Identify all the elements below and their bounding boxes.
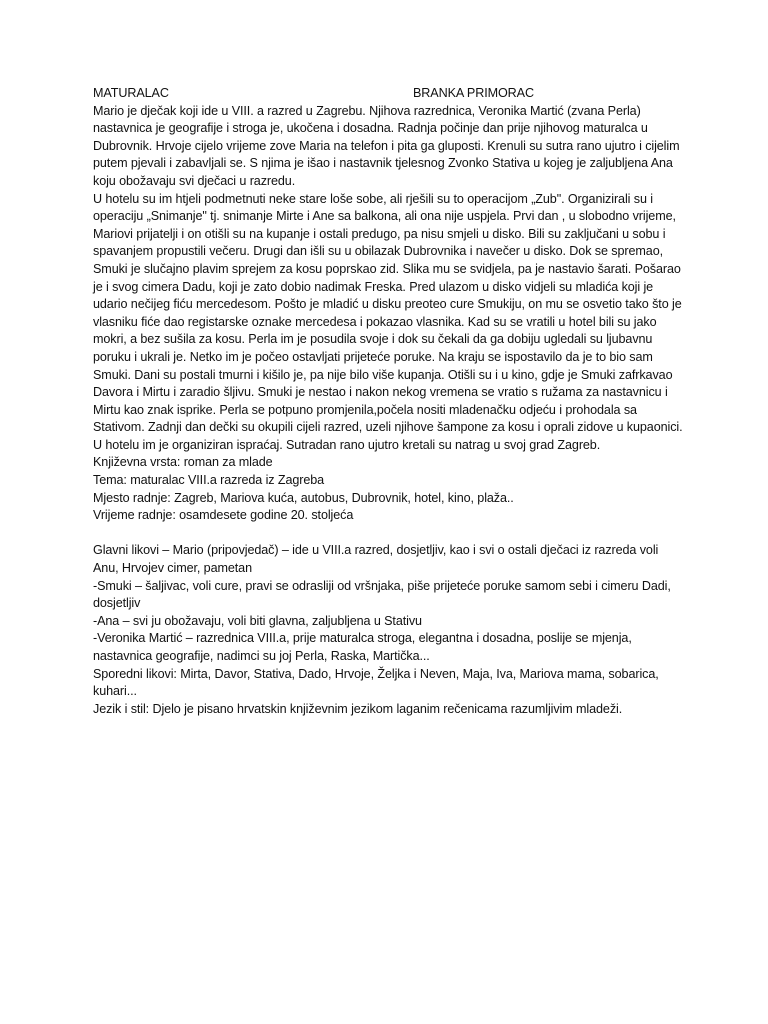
main-character-mario: Glavni likovi – Mario (pripovjedač) – ide u VIII.a razred, dosjetljiv, kao i svi o ostali dječaci iz razreda voli Anu, Hrvojev cimer, pametan (93, 543, 659, 576)
setting-place: Mjesto radnje: Zagreb, Mariova kuća, autobus, Dubrovnik, hotel, kino, plaža.. (93, 490, 514, 505)
book-author: BRANKA PRIMORAC (413, 86, 534, 100)
document-body (93, 85, 683, 718)
main-character-smuki: -Smuki – šaljivac, voli cure, pravi se odrasliji od vršnjaka, piše prijeteće poruke samom sebi i cimeru Dadi, dosjetljiv (93, 578, 671, 611)
book-title: MATURALAC (93, 86, 169, 100)
document-header (93, 85, 683, 103)
literary-genre: Književna vrsta: roman za mlade (93, 455, 273, 470)
setting-time: Vrijeme radnje: osamdesete godine 20. stoljeća (93, 508, 354, 523)
secondary-characters: Sporedni likovi: Mirta, Davor, Stativa, Dado, Hrvoje, Željka i Neven, Maja, Iva, Mariova mama, sobarica, kuhari... (93, 666, 659, 699)
language-and-style: Jezik i stil: Djelo je pisano hrvatskin književnim jezikom laganim rečenicama razumljivim mladeži. (93, 701, 623, 716)
plot-paragraph-2: U hotelu su im htjeli podmetnuti neke stare loše sobe, ali rješili su to operacijom „Zub". Organizirali su i operaciju „Snimanje" tj. snimanje Mirte i Ane sa balkona, ali ona nije uspjela. Prvi dan , u slobodno vrijeme, Mariovi prijatelji i on otišli su na kupanje i ostali predugo, pa nisu smjeli u disko. Bili su zaključani u sobu i spavanjem propustili večeru. Drugi dan išli su u obilazak Dubrovnika i navečer u disko. Dok se spremao, Smuki je slučajno plavim sprejem za kosu poprskao zid. Slika mu se svidjela, pa je nastavio šarati. Pošarao je i svog cimera Dadu, koji je zato dobio nadimak Freska. Pred ulazom u disko vidjeli su mladića koji je udario nečijeg fiću mercedesom. Pošto je mladić u disku preoteo cure Smukiju, on mu se osvetio tako što je vlasniku fiće dao registarske oznake mercedesa i pokazao vlasnika. Kad su se vratili u hotel bili su jako mokri, a bez sušila za kosu. Perla im je posudila svoje i dok su čekali da ga dobiju ugledali su ljubavnu poruku i ukrali je. Netko im je počeo ostavljati prijeteće poruke. Na kraju se ispostavilo da je to bio sam Smuki. Dani su postali tmurni i kišilo je, pa nije bilo više kupanja. Otišli su i u kino, gdje je Smuki zafrkavao Davora i Mirtu i zaradio šljivu. Smuki je nestao i nakon nekog vremena se vratio s ružama za nastavnicu i Mirtu kao znak isprike. Perla se potpuno promjenila,počela nositi mladenačku odjeću i prohodala sa Stativom. Zadnji dan dečki su okupili cijeli razred, uzeli njihove šampone za kosu i oprali zidove u kupaonici. U hotelu im je organiziran ispraćaj. Sutradan rano ujutro kretali su natrag u svoj grad Zagreb. (93, 191, 683, 452)
main-character-veronika: -Veronika Martić – razrednica VIII.a, prije maturalca stroga, elegantna i dosadna, poslije se mjenja, nastavnica geografije, nadimci su joj Perla, Raska, Martička... (93, 631, 632, 663)
theme: Tema: maturalac VIII.a razreda iz Zagreba (93, 473, 325, 488)
main-character-ana: -Ana – svi ju obožavaju, voli biti glavna, zaljubljena u Stativu (93, 613, 422, 628)
spacer (93, 525, 683, 543)
plot-paragraph-1: Mario je dječak koji ide u VIII. a razred u Zagrebu. Njihova razrednica, Veronika Martić (zvana Perla) nastavnica je geografije i stroga je, ukočena i dosadna. Radnja počinje dan prije njihovog maturalca u Dubrovnik. Hrvoje cijelo vrijeme zove Maria na telefon i pita ga gluposti. Krenuli su sutra rano ujutro i cijelim putem pjevali i zabavljali se. S njima je išao i nastavnik tjelesnog Zvonko Stativa u kojeg je zaljubljena Ana koju obožavaju svi dječaci u razredu. (93, 103, 680, 188)
